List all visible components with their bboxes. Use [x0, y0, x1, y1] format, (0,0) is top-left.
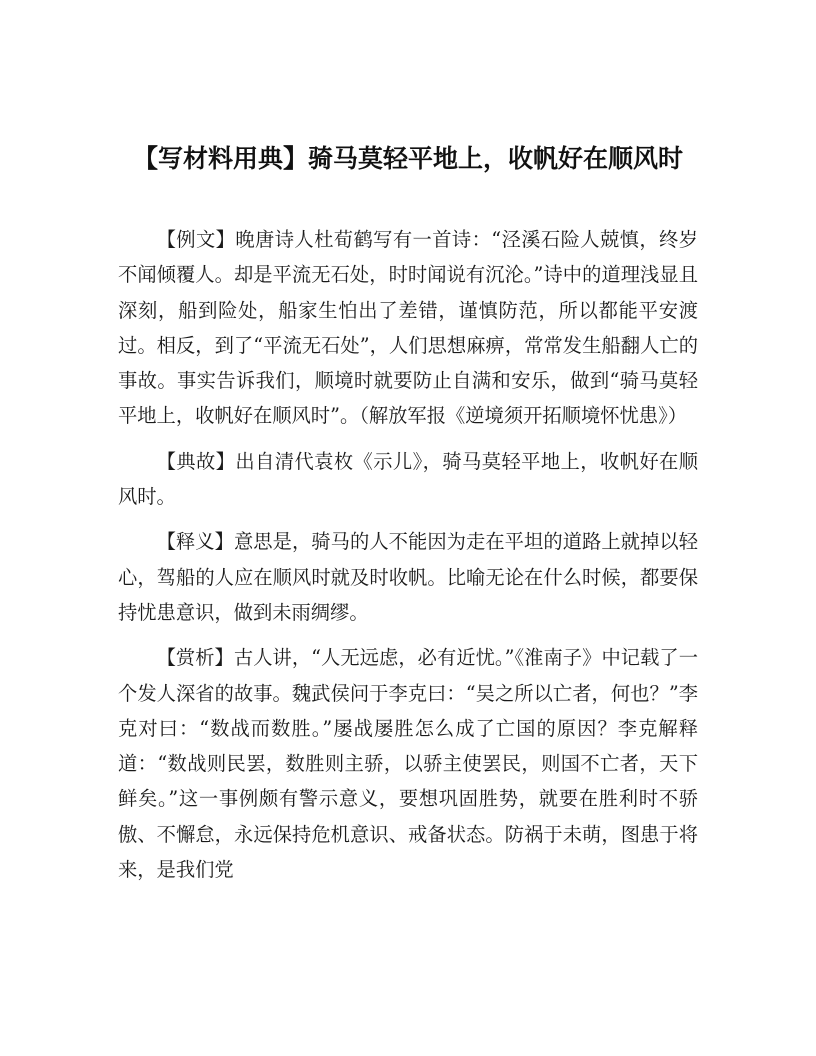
paragraph-tag: 【例文】 — [156, 228, 236, 251]
paragraph-text: 意思是，骑马的人不能因为走在平坦的道路上就掉以轻心，驾船的人应在顺风时就及时收帆。比喻无论在什么时候，都要保持忧患意识，做到未雨绸缪。 — [118, 530, 699, 624]
paragraph-tag: 【赏析】 — [156, 646, 234, 670]
paragraph-example — [118, 222, 698, 434]
paragraph-text: 古人讲，“人无远虑，必有近忧。”《淮南子》中记载了一个发人深省的故事。魏武侯问于李克曰：“吴之所以亡者，何也？”李克对曰：“数战而数胜。”屡战屡胜怎么成了亡国的原因？李克解释道：“数战则民罢，数胜则主骄，以骄主使罢民，则国不亡者，天下鲜矣。”这一事例颇有警示意义，要想巩固胜势，就要在胜利时不骄傲、不懈怠，永远保持危机意识、戒备状态。防祸于未萌，图患于将来，是我们党 — [118, 646, 699, 882]
paragraph-text: 出自清代袁枚《示儿》，骑马莫轻平地上，收帆好在顺风时。 — [118, 449, 698, 509]
paragraph-tag: 【释义】 — [156, 530, 234, 554]
document-title: 【写材料用典】骑马莫轻平地上，收帆好在顺风时 — [132, 144, 683, 173]
document-body — [118, 222, 698, 897]
paragraph-text: 晚唐诗人杜荀鹤写有一首诗：“泾溪石险人兢慎，终岁不闻倾覆人。却是平流无石处，时时闻说有沉沦。”诗中的道理浅显且深刻，船到险处，船家生怕出了差错，谨慎防范，所以都能平安渡过。相反，到了“平流无石处”，人们思想麻痹，常常发生船翻人亡的事故。事实告诉我们，顺境时就要防止自满和安乐，做到“骑马莫轻平地上，收帆好在顺风时”。（解放军报《逆境须开拓顺境怀忧患》） — [118, 228, 698, 428]
paragraph-meaning — [118, 524, 698, 630]
paragraph-appreciation — [118, 640, 698, 887]
paragraph-tag: 【典故】 — [156, 449, 236, 473]
paragraph-allusion — [118, 444, 698, 515]
